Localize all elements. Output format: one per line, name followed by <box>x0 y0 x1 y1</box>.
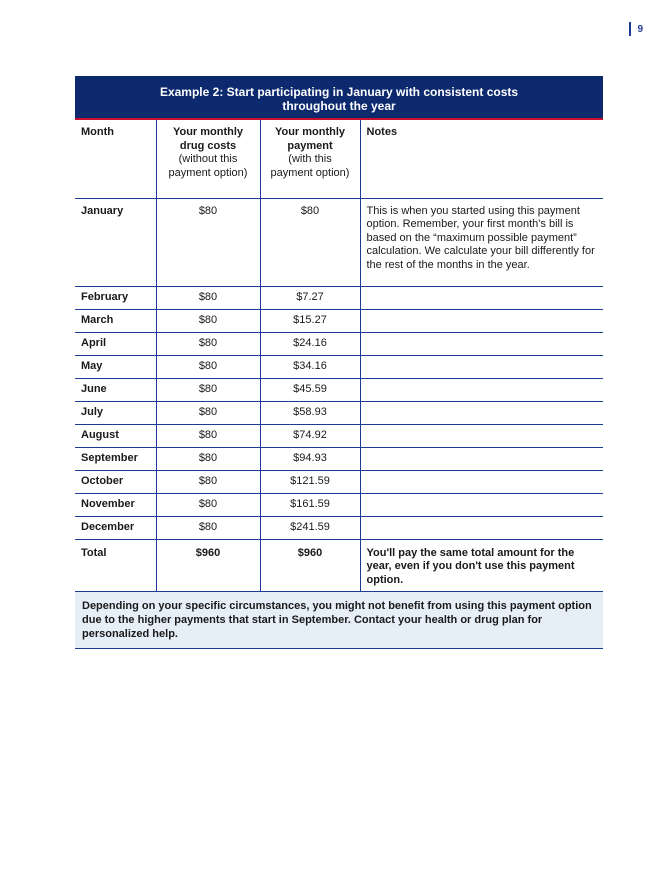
row-note <box>360 516 603 539</box>
table-row-january <box>75 198 603 286</box>
table-row <box>75 309 603 332</box>
row-payment: $58.93 <box>260 401 360 424</box>
row-drug-cost: $80 <box>156 424 260 447</box>
header-notes: Notes <box>360 120 603 198</box>
row-note <box>360 378 603 401</box>
header-drug-costs <box>156 120 260 198</box>
row-payment: $121.59 <box>260 470 360 493</box>
row-drug-cost: $80 <box>156 309 260 332</box>
table-title-line-2: throughout the year <box>282 99 396 113</box>
row-drug-cost: $80 <box>156 401 260 424</box>
row-drug-cost: $80 <box>156 378 260 401</box>
row-payment: $161.59 <box>260 493 360 516</box>
table-row <box>75 355 603 378</box>
row-month: February <box>75 286 156 309</box>
row-payment: $45.59 <box>260 378 360 401</box>
row-drug-cost: $80 <box>156 355 260 378</box>
table-header-row <box>75 120 603 198</box>
row-month: June <box>75 378 156 401</box>
monthly-rows <box>75 286 603 539</box>
table-title-line-1: Example 2: Start participating in January with consistent costs <box>159 85 519 99</box>
total-note: You'll pay the same total amount for the year, even if you don't use this payment option. <box>360 539 603 591</box>
table-row <box>75 378 603 401</box>
row-month: October <box>75 470 156 493</box>
payment-example-table <box>75 120 603 592</box>
row-payment: $80 <box>260 198 360 286</box>
row-payment: $34.16 <box>260 355 360 378</box>
table-row <box>75 424 603 447</box>
page-number <box>629 22 643 36</box>
header-drug-costs-line-2: drug costs <box>179 139 237 152</box>
table-title <box>75 76 603 120</box>
row-month: April <box>75 332 156 355</box>
row-note <box>360 355 603 378</box>
row-note <box>360 401 603 424</box>
row-drug-cost: $80 <box>156 516 260 539</box>
table-row <box>75 286 603 309</box>
header-payment-line-1: Your monthly <box>274 126 346 138</box>
page-number-divider <box>629 22 631 36</box>
header-monthly-payment <box>260 120 360 198</box>
row-payment: $7.27 <box>260 286 360 309</box>
table-row-total <box>75 539 603 591</box>
row-month: November <box>75 493 156 516</box>
total-label: Total <box>75 539 156 591</box>
row-month: March <box>75 309 156 332</box>
row-month: August <box>75 424 156 447</box>
total-payment: $960 <box>260 539 360 591</box>
row-note <box>360 424 603 447</box>
row-drug-cost: $80 <box>156 470 260 493</box>
row-note: This is when you started using this payment option. Remember, your first month's bill is based on the “maximum possible payment” calculation. We calculate your bill differently for the rest of the months in the year. <box>360 198 603 286</box>
row-note <box>360 447 603 470</box>
header-month: Month <box>75 120 156 198</box>
row-drug-cost: $80 <box>156 198 260 286</box>
row-month: September <box>75 447 156 470</box>
row-drug-cost: $80 <box>156 286 260 309</box>
header-payment-line-2: payment <box>287 139 333 152</box>
row-month: July <box>75 401 156 424</box>
row-payment: $15.27 <box>260 309 360 332</box>
row-drug-cost: $80 <box>156 447 260 470</box>
row-payment: $24.16 <box>260 332 360 355</box>
header-drug-costs-line-1: Your monthly <box>172 126 244 138</box>
table-footer-note: Depending on your specific circumstances, you might not benefit from using this payment option due to the higher payments that start in September. Contact your health or drug plan for personalized help. <box>75 592 603 649</box>
row-note <box>360 470 603 493</box>
table-row <box>75 401 603 424</box>
row-month: January <box>75 198 156 286</box>
page-number-text: 9 <box>637 23 643 35</box>
header-drug-costs-sub: (without this payment option) <box>168 153 248 179</box>
row-note <box>360 286 603 309</box>
table-row <box>75 332 603 355</box>
table-row <box>75 447 603 470</box>
row-month: May <box>75 355 156 378</box>
row-payment: $241.59 <box>260 516 360 539</box>
row-note <box>360 332 603 355</box>
row-note <box>360 309 603 332</box>
row-payment: $94.93 <box>260 447 360 470</box>
table-row <box>75 493 603 516</box>
header-payment-sub: (with this payment option) <box>270 153 350 179</box>
example-table-container <box>75 76 603 649</box>
table-row <box>75 516 603 539</box>
row-drug-cost: $80 <box>156 493 260 516</box>
row-month: December <box>75 516 156 539</box>
row-payment: $74.92 <box>260 424 360 447</box>
row-note <box>360 493 603 516</box>
total-drug-cost: $960 <box>156 539 260 591</box>
row-drug-cost: $80 <box>156 332 260 355</box>
table-row <box>75 470 603 493</box>
